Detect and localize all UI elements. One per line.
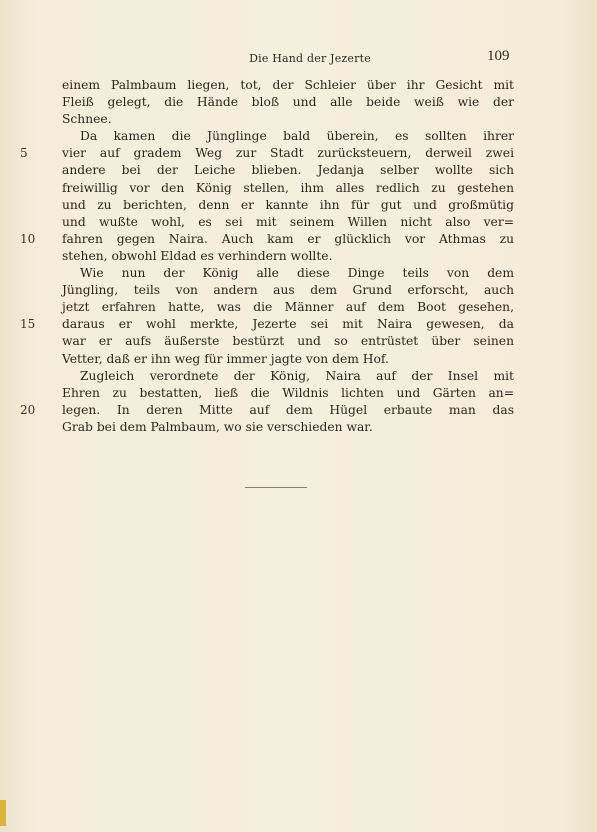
- line-text: Schnee.: [62, 112, 112, 127]
- line-text: Wie nun der König alle diese Dinge teils von dem: [80, 266, 514, 281]
- line-text: Fleiß gelegt, die Hände bloß und alle beide weiß wie der: [62, 95, 514, 110]
- body-text: [20, 77, 514, 436]
- text-line: [62, 128, 514, 145]
- page-number: 109: [487, 48, 510, 64]
- line-text: einem Palmbaum liegen, tot, der Schleier über ihr Gesicht mit: [62, 78, 514, 92]
- line-number: 10: [20, 231, 36, 246]
- text-line: [62, 214, 514, 231]
- running-head: Die Hand der Jezerte: [249, 52, 371, 65]
- line-number: 5: [20, 146, 28, 161]
- text-line: [62, 197, 514, 214]
- line-text: war er aufs äußerste bestürzt und so entrüstet über seinen: [62, 334, 514, 349]
- line-number: 20: [20, 402, 36, 417]
- line-text: freiwillig vor den König stellen, ihm alles redlich zu gestehen: [62, 180, 514, 195]
- line-text: fahren gegen Naira. Auch kam er glücklich vor Athmas zu: [62, 231, 514, 246]
- line-text: legen. In deren Mitte auf dem Hügel erbaute man das: [62, 402, 514, 417]
- text-line: [62, 77, 514, 94]
- line-text: Jüngling, teils von andern aus dem Grund erforscht, auch: [62, 283, 514, 298]
- page-edge-mark: [0, 800, 6, 826]
- section-divider: [245, 487, 307, 488]
- text-line: [62, 282, 514, 299]
- text-line: [62, 351, 514, 368]
- text-line: [62, 248, 514, 265]
- line-text: und wußte wohl, es sei mit seinem Willen nicht also ver=: [62, 214, 514, 229]
- text-line: [62, 419, 514, 436]
- line-text: daraus er wohl merkte, Jezerte sei mit Naira gewesen, da: [62, 317, 514, 332]
- text-line: [62, 265, 514, 282]
- line-text: Ehren zu bestatten, ließ die Wildnis lichten und Gärten an=: [62, 385, 514, 400]
- text-line: [62, 333, 514, 350]
- line-text: Zugleich verordnete der König, Naira auf der Insel mit: [80, 368, 514, 383]
- line-number: 15: [20, 317, 36, 332]
- text-line: [20, 231, 514, 248]
- text-line: [20, 402, 514, 419]
- line-text: und zu berichten, denn er kannte ihn für gut und großmütig: [62, 197, 514, 212]
- text-line: [62, 94, 514, 111]
- text-line: [62, 299, 514, 316]
- text-line: [62, 385, 514, 402]
- line-text: andere bei der Leiche blieben. Jedanja selber wollte sich: [62, 163, 514, 178]
- text-line: [62, 368, 514, 385]
- line-text: stehen, obwohl Eldad es verhindern wollte.: [62, 248, 333, 263]
- text-line: [20, 316, 514, 333]
- text-line: [20, 145, 514, 162]
- text-line: [62, 111, 514, 128]
- text-line: [62, 180, 514, 197]
- line-text: vier auf gradem Weg zur Stadt zurücksteuern, derweil zwei: [62, 146, 514, 161]
- line-text: Vetter, daß er ihn weg für immer jagte von dem Hof.: [62, 351, 389, 366]
- text-line: [62, 162, 514, 179]
- line-text: jetzt erfahren hatte, was die Männer auf dem Boot gesehen,: [62, 300, 514, 315]
- line-text: Grab bei dem Palmbaum, wo sie verschieden war.: [62, 419, 373, 434]
- line-text: Da kamen die Jünglinge bald überein, es sollten ihrer: [80, 129, 514, 144]
- page-header: [0, 48, 597, 70]
